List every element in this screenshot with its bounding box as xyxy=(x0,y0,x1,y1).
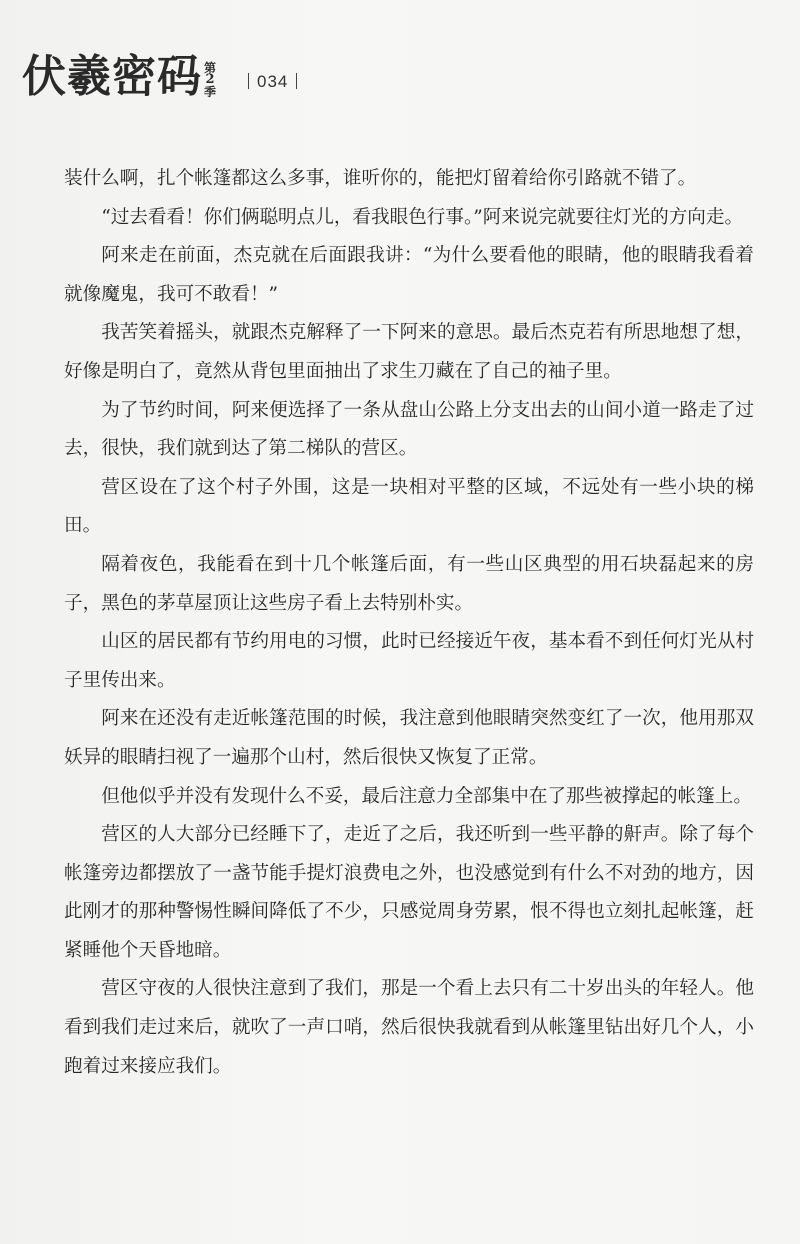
page-number-block xyxy=(240,72,305,92)
paragraph: 营区守夜的人很快注意到了我们，那是一个看上去只有二十岁出头的年轻人。他看到我们走过来后，就吹了一声口哨，然后很快我就看到从帐篷里钻出好几个人，小跑着过来接应我们。 xyxy=(64,978,754,1077)
season-prefix: 第 xyxy=(204,61,217,75)
paragraph: 阿来走在前面，杰克就在后面跟我讲：“为什么要看他的眼睛，他的眼睛我看着就像魔鬼，我可不敢看！” xyxy=(64,245,754,305)
paragraph: 营区的人大部分已经睡下了，走近了之后，我还听到一些平静的鼾声。除了每个帐篷旁边都摆放了一盏节能手提灯浪费电之外，也没感觉到有什么不对劲的地方，因此刚才的那种警惕性瞬间降低了不少，只感觉周身劳累，恨不得也立刻扎起帐篷，赶紧睡他个天昏地暗。 xyxy=(64,824,754,961)
paragraph: 但他似乎并没有发现什么不妥，最后注意力全部集中在了那些被撑起的帐篷上。 xyxy=(101,785,752,807)
paragraph: 山区的居民都有节约用电的习惯，此时已经接近午夜，基本看不到任何灯光从村子里传出来。 xyxy=(64,631,754,691)
season-number: 2 xyxy=(205,72,215,87)
book-title: 伏羲密码 xyxy=(22,51,202,102)
paragraph: 隔着夜色，我能看在到十几个帐篷后面，有一些山区典型的用石块磊起来的房子，黑色的茅草屋顶让这些房子看上去特别朴实。 xyxy=(64,553,754,614)
paragraph: “过去看看！你们俩聪明点儿，看我眼色行事。”阿来说完就要往灯光的方向走。 xyxy=(101,206,744,228)
page-number: 034 xyxy=(257,72,289,91)
paragraph: 我苦笑着摇头，就跟杰克解释了一下阿来的意思。最后杰克若有所思地想了想，好像是明白了，竟然从背包里面抽出了求生刀藏在了自己的袖子里。 xyxy=(64,322,754,382)
season-label xyxy=(204,62,216,98)
paragraph: 为了节约时间，阿来便选择了一条从盘山公路上分支出去的山间小道一路走了过去，很快，我们就到达了第二梯队的营区。 xyxy=(64,399,754,460)
paragraph: 阿来在还没有走近帐篷范围的时候，我注意到他眼睛突然变红了一次，他用那双妖异的眼睛扫视了一遍那个山村，然后很快又恢复了正常。 xyxy=(64,708,754,768)
season-suffix: 季 xyxy=(204,85,217,99)
paragraph: 营区设在了这个村子外围，这是一块相对平整的区域，不远处有一些小块的梯田。 xyxy=(64,476,754,537)
body-text xyxy=(64,160,754,1086)
paragraph: 装什么啊，扎个帐篷都这么多事，谁听你的，能把灯留着给你引路就不错了。 xyxy=(64,168,697,189)
page-header xyxy=(22,42,305,112)
divider-left xyxy=(248,73,249,89)
divider-right xyxy=(296,73,297,89)
